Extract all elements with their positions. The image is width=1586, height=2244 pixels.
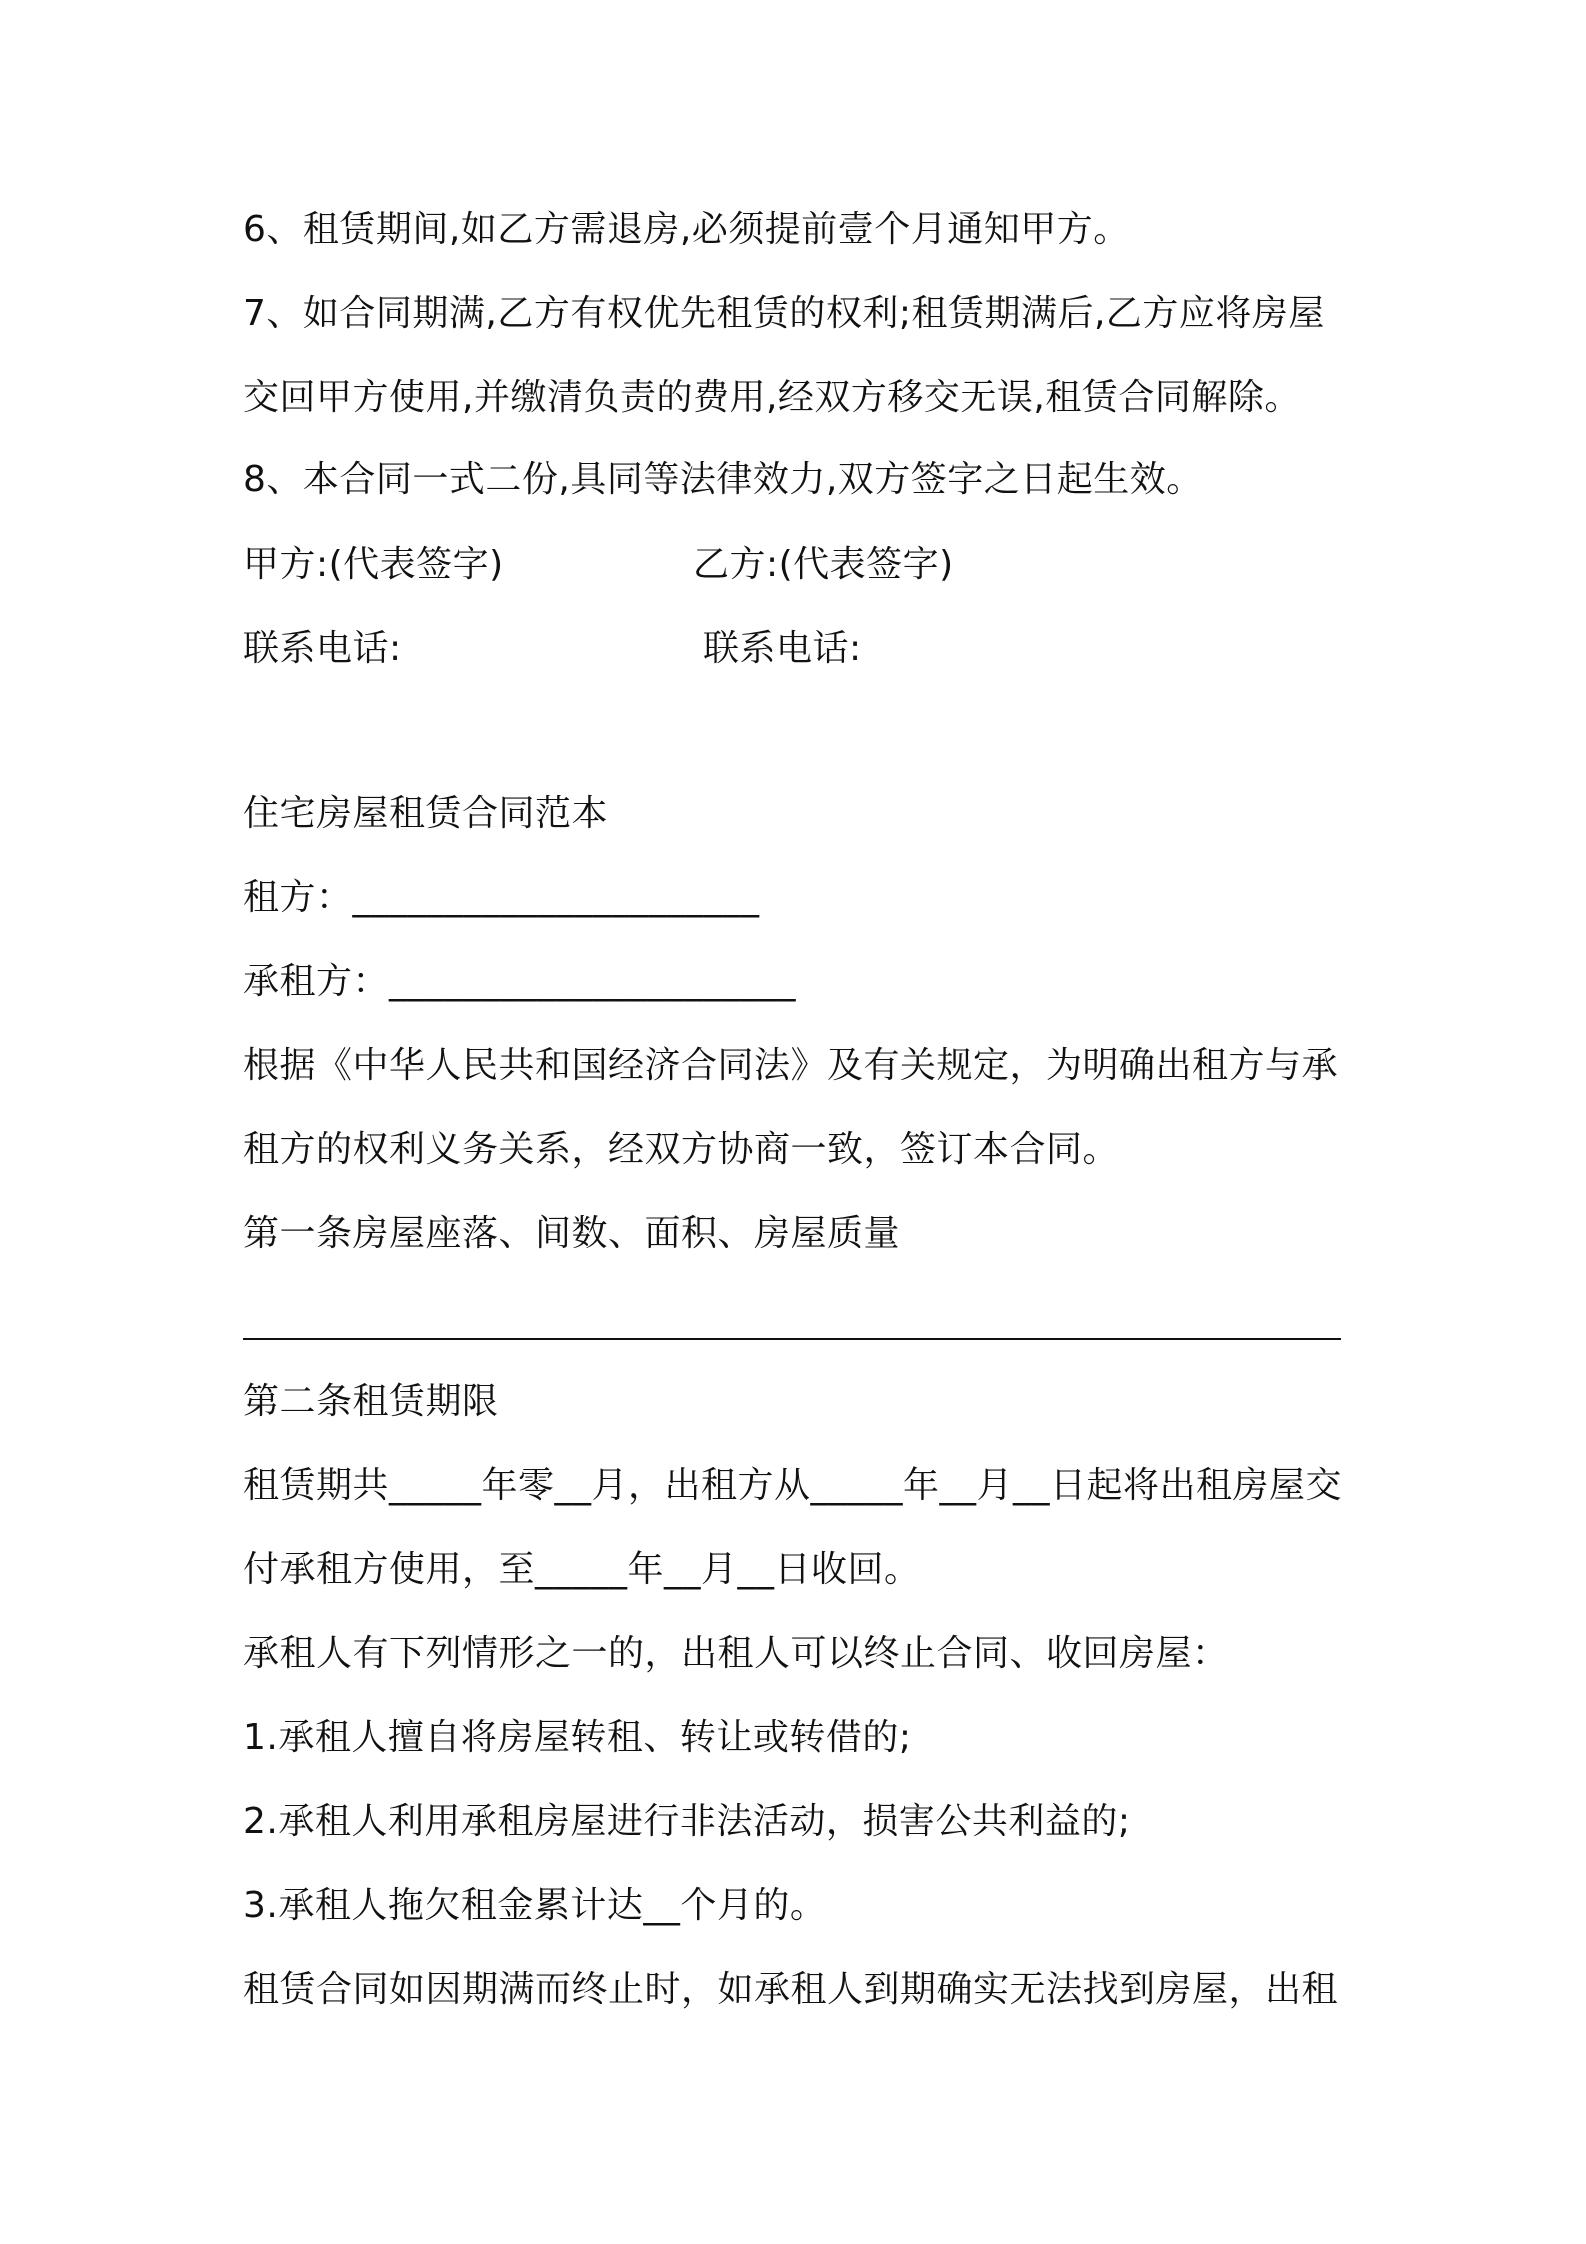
term-line-2: 付承租方使用，至_____年__月__日收回。 xyxy=(243,1549,921,1590)
lessor-field: 租方：______________________ xyxy=(243,877,760,918)
preamble-line-2: 租方的权利义务关系，经双方协商一致，签订本合同。 xyxy=(243,1129,1120,1170)
clause-8: 8、本合同一式二份,具同等法律效力,双方签字之日起生效。 xyxy=(243,459,1203,500)
lessee-field: 承租方：______________________ xyxy=(243,961,797,1002)
termination-item-1: 1.承租人擅自将房屋转租、转让或转借的; xyxy=(243,1717,912,1758)
blank-fill-line xyxy=(243,1338,1341,1340)
signature-party-b: 乙方:(代表签字) xyxy=(693,544,954,585)
phone-party-a: 联系电话: xyxy=(243,628,402,669)
signature-party-a: 甲方:(代表签字) xyxy=(243,544,504,585)
preamble-line-1: 根据《中华人民共和国经济合同法》及有关规定，为明确出租方与承 xyxy=(243,1045,1339,1086)
clause-7-line-2: 交回甲方使用,并缴清负责的费用,经双方移交无误,租赁合同解除。 xyxy=(243,377,1301,418)
term-line-1: 租赁期共_____年零__月，出租方从_____年__月__日起将出租房屋交 xyxy=(243,1465,1343,1506)
termination-item-3: 3.承租人拖欠租金累计达__个月的。 xyxy=(243,1885,827,1926)
clause-7-line-1: 7、如合同期满,乙方有权优先租赁的权利;租赁期满后,乙方应将房屋 xyxy=(243,293,1325,334)
article-2-heading: 第二条租赁期限 xyxy=(243,1381,499,1422)
termination-item-2: 2.承租人利用承租房屋进行非法活动，损害公共利益的; xyxy=(243,1801,1131,1842)
article-1-heading: 第一条房屋座落、间数、面积、房屋质量 xyxy=(243,1213,901,1254)
termination-intro: 承租人有下列情形之一的，出租人可以终止合同、收回房屋： xyxy=(243,1633,1229,1674)
expiry-clause-line: 租赁合同如因期满而终止时，如承租人到期确实无法找到房屋，出租 xyxy=(243,1969,1339,2010)
clause-6: 6、租赁期间,如乙方需退房,必须提前壹个月通知甲方。 xyxy=(243,209,1130,250)
contract-title: 住宅房屋租赁合同范本 xyxy=(243,793,609,834)
phone-party-b: 联系电话: xyxy=(703,628,862,669)
